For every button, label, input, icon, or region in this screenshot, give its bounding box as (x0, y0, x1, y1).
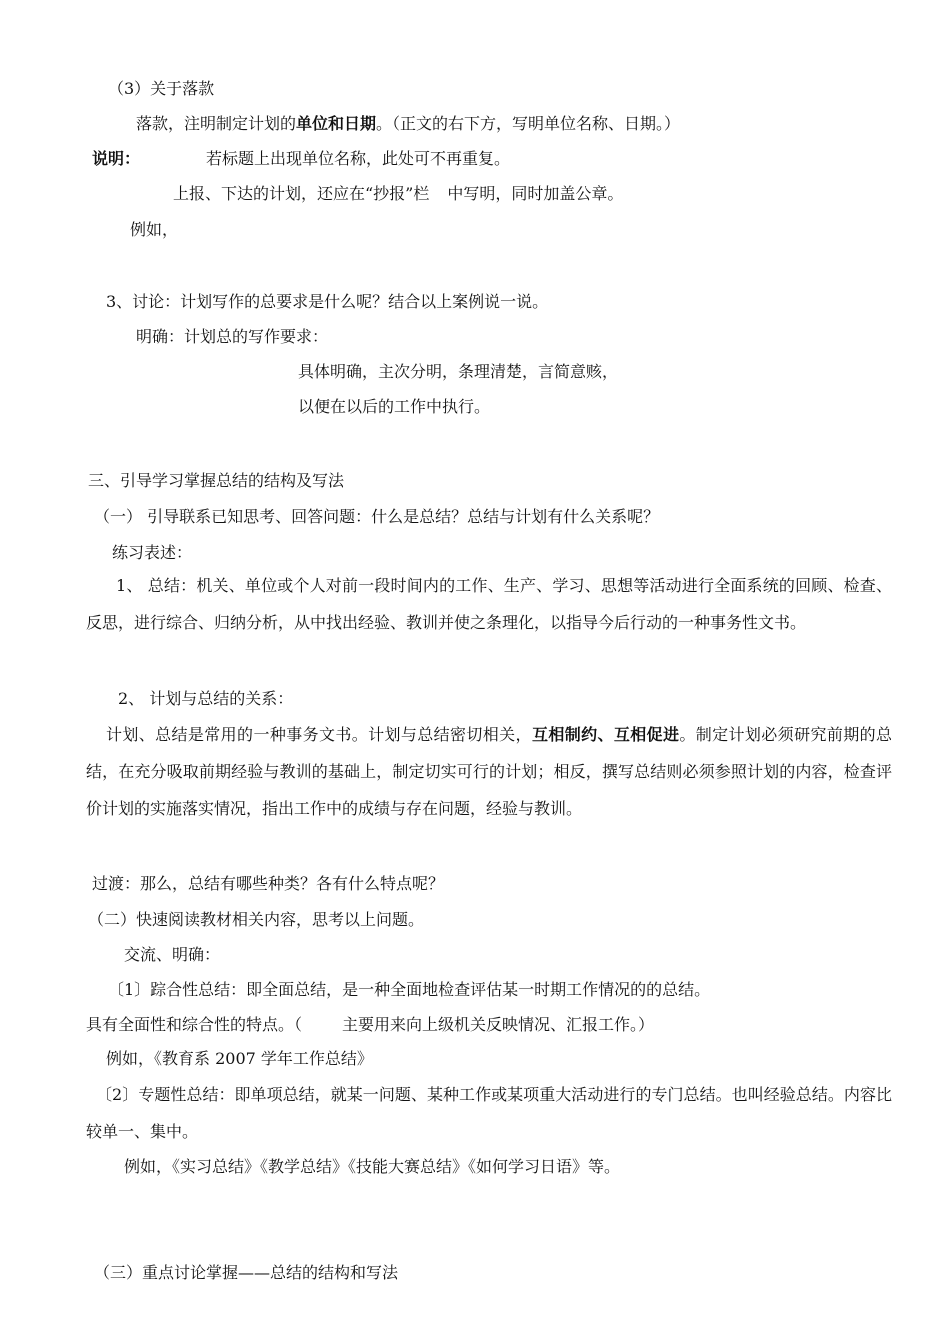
comprehensive-example: 例如，《教育系 2007 学年工作总结》 (106, 1049, 373, 1068)
comprehensive-line-1: 〔1〕踪合性总结：即全面总结，是一种全面地检查评估某一时期工作情况的的总结。 (108, 980, 711, 999)
part1-heading: （一） 引导联系已知思考、回答问题：什么是总结？总结与计划有什么关系呢？ (94, 507, 660, 526)
comprehensive-line-2 (86, 1014, 654, 1036)
transition-line: 过渡：那么，总结有哪些种类？各有什么特点呢？ (92, 874, 445, 893)
note-line (92, 148, 510, 170)
relation-bold: 互相制约、互相促进 (531, 725, 680, 744)
definition-paragraph: 1、 总结：机关、单位或个人对前一段时间内的工作、生产、学习、思想等活动进行全面系统的回顾、检查、反思，进行综合、归纳分析，从中找出经验、教训并使之条理化，以指导今后行动的一种事务性文书。 (86, 576, 892, 632)
note-text-2a: 上报、下达的计划，还应在“抄报”栏 (173, 184, 430, 203)
special-example: 例如，《实习总结》《教学总结》《技能大赛总结》《如何学习日语》等。 (124, 1157, 621, 1176)
note-text: 若标题上出现单位名称，此处可不再重复。 (206, 149, 511, 168)
part3-heading: （三）重点讨论掌握——总结的结构和写法 (94, 1263, 399, 1282)
special-paragraph: 〔2〕专题性总结：即单项总结，就某一问题、某种工作或某项重大活动进行的专门总结。也叫经验总结。内容比较单一、集中。 (86, 1085, 892, 1141)
discussion-answer-label: 明确：计划总的写作要求： (136, 327, 329, 346)
relation-pre: 计划、总结是常用的一种事务文书。计划与总结密切相关， (106, 725, 532, 744)
comprehensive-line-2b: 主要用来向上级机关反映情况、汇报工作。） (342, 1015, 655, 1034)
discussion-requirement-2: 以便在以后的工作中执行。 (298, 397, 491, 416)
note-text-2b: 中写明，同时加盖公章。 (447, 184, 624, 203)
note-line-2 (173, 183, 623, 205)
relation-paragraph (86, 716, 892, 827)
discussion-requirement-1: 具体明确，主次分明，条理清楚，言简意赅， (298, 362, 619, 381)
part1-practice: 练习表述： (112, 543, 193, 562)
note-label: 说明： (92, 149, 141, 168)
section3-title: 三、引导学习掌握总结的结构及写法 (88, 471, 345, 490)
discussion-question: 3、讨论：计划写作的总要求是什么呢？结合以上案例说一说。 (106, 292, 549, 311)
luokuan-line-pre: 落款，注明制定计划的 (136, 114, 297, 133)
luokuan-example: 例如， (130, 220, 179, 239)
part2-exchange: 交流、明确： (124, 945, 221, 964)
relation-heading: 2、 计划与总结的关系： (118, 689, 294, 708)
luokuan-heading: （3）关于落款 (108, 79, 215, 98)
part2-heading: （二）快速阅读教材相关内容，思考以上问题。 (88, 910, 425, 929)
luokuan-line (136, 113, 680, 135)
luokuan-line-post: 。（正文的右下方，写明单位名称、日期。） (376, 114, 681, 133)
relation-post: 。制定计划必须研究前期的总结，在充分吸取前期经验与教训的基础上，制定切实可行的计划；相反，撰写总结则必须参照计划的内容，检查评价计划的实施落实情况，指出工作中的成绩与存在问题，经验与教训。 (86, 725, 892, 818)
luokuan-line-bold: 单位和日期 (296, 114, 377, 133)
comprehensive-line-2a: 具有全面性和综合性的特点。（ (86, 1015, 303, 1034)
